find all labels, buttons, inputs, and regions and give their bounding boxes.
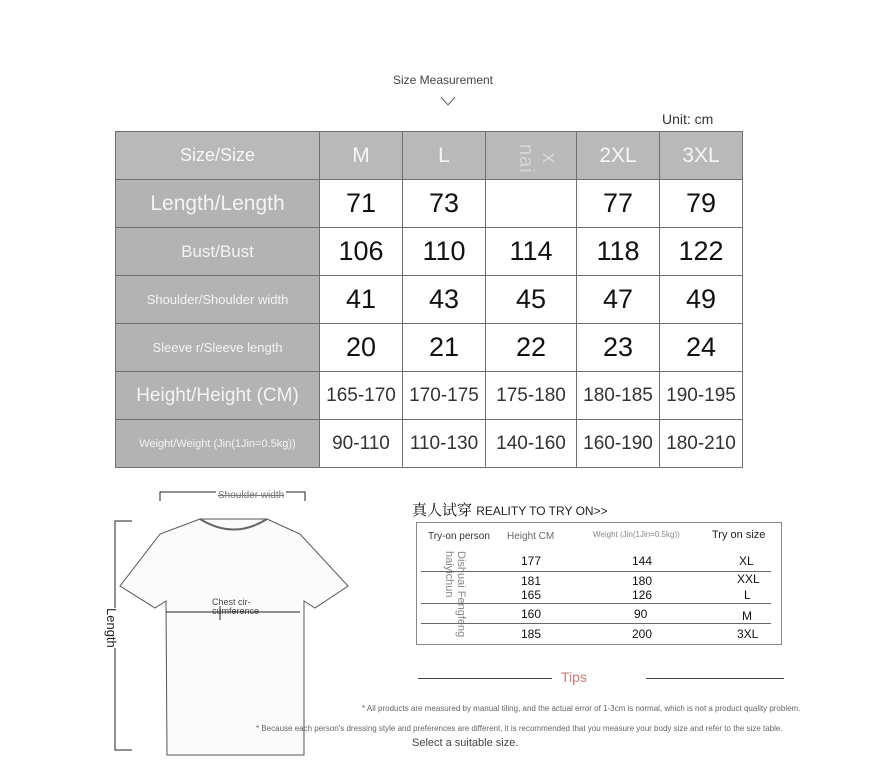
chest-label [212,598,259,616]
chest-label-line2: cumference [212,606,260,616]
header-cell: M [320,132,403,180]
cell: 90-110 [320,420,403,468]
header-cell: Size/Size [116,132,320,180]
cell: 122 [660,228,743,276]
table-row [116,420,743,468]
cell: 41 [320,276,403,324]
col-header: Try on size [712,529,766,541]
cell-height: 177 [521,554,542,568]
cell-size: 3XL [737,627,759,641]
try-on-table [416,522,782,645]
cell-size: L [744,588,751,602]
cell: 47 [577,276,660,324]
row-label: Height/Height (CM) [116,372,320,420]
cell-weight: 126 [632,588,653,602]
header-cell-watermark [486,132,577,180]
cell: 21 [403,324,486,372]
cell: 22 [486,324,577,372]
cell: 114 [486,228,577,276]
page-title: Size Measurement [392,73,494,87]
cell-height: 185 [521,627,542,641]
cell-size: XL [739,554,754,568]
col-header: Height CM [507,531,555,542]
header-cell: 2XL [577,132,660,180]
cell: 118 [577,228,660,276]
cell-height: 160 [521,607,542,621]
tip-note: Select a suitable size. [412,737,519,749]
cell [486,180,577,228]
cell: 23 [577,324,660,372]
cell: 180-210 [660,420,743,468]
row-label: Weight/Weight (Jin(1Jin=0.5kg)) [116,420,320,468]
col-header: Weight (Jin(1Jin=0.5kg)) [593,530,680,539]
cell: 140-160 [486,420,577,468]
try-on-title [412,499,608,520]
cell: 110 [403,228,486,276]
length-label: Length [104,608,119,648]
row-label: Sleeve r/Sleeve length [116,324,320,372]
tip-note: * Because each person's dressing style and preferences are different, it is recommended that you measure your body size and refer to the size table. [256,724,783,733]
header-cell: 3XL [660,132,743,180]
cell: 73 [403,180,486,228]
cell-weight: 200 [632,627,653,641]
tips-divider [418,668,784,688]
cell: 79 [660,180,743,228]
try-on-title-en: REALITY TO TRY ON>> [476,504,608,518]
cell: 175-180 [486,372,577,420]
size-header-row [116,132,743,180]
cell: 45 [486,276,577,324]
cell: 170-175 [403,372,486,420]
cell: 160-190 [577,420,660,468]
cell: 24 [660,324,743,372]
cell: 49 [660,276,743,324]
row-label: Length/Length [116,180,320,228]
cell: 190-195 [660,372,743,420]
row-divider [421,603,771,604]
row-divider [421,623,771,624]
cell: 165-170 [320,372,403,420]
cell: 43 [403,276,486,324]
table-row [116,372,743,420]
unit-label: Unit: cm [662,111,714,127]
table-row [116,276,743,324]
col-header: Try-on person [428,531,490,542]
cell: 110-130 [403,420,486,468]
row-label: Shoulder/Shoulder width [116,276,320,324]
cell-size: XXL [737,572,760,586]
table-row [116,324,743,372]
cell: 77 [577,180,660,228]
cell-weight: 180 [632,574,653,588]
cell-weight: 90 [634,607,648,621]
tips-label: Tips [561,669,587,685]
cell: 71 [320,180,403,228]
cell-size: M [742,609,752,623]
table-row [116,180,743,228]
chevron-down-icon [440,95,456,107]
size-table [115,131,743,468]
cell-weight: 144 [632,554,653,568]
cell-height: 181 [521,574,542,588]
row-divider [421,571,771,572]
watermark: x nai [515,143,560,174]
chest-label-line1: Chest cir- [212,597,251,607]
header-cell: L [403,132,486,180]
tip-note: * All products are measured by manual tiling, and the actual error of 1-3cm is normal, which is not a product quality problem. [362,704,801,713]
try-on-person-names: Dishuai Fengfeng haiyichun [443,551,467,638]
divider-left [418,678,552,679]
divider-right [646,678,784,679]
cell-height: 165 [521,588,542,602]
row-label: Bust/Bust [116,228,320,276]
shoulder-width-label: Shoulder width [218,490,285,501]
cell: 106 [320,228,403,276]
cell: 180-185 [577,372,660,420]
cell: 20 [320,324,403,372]
table-row [116,228,743,276]
try-on-title-cn: 真人试穿 [412,502,473,519]
